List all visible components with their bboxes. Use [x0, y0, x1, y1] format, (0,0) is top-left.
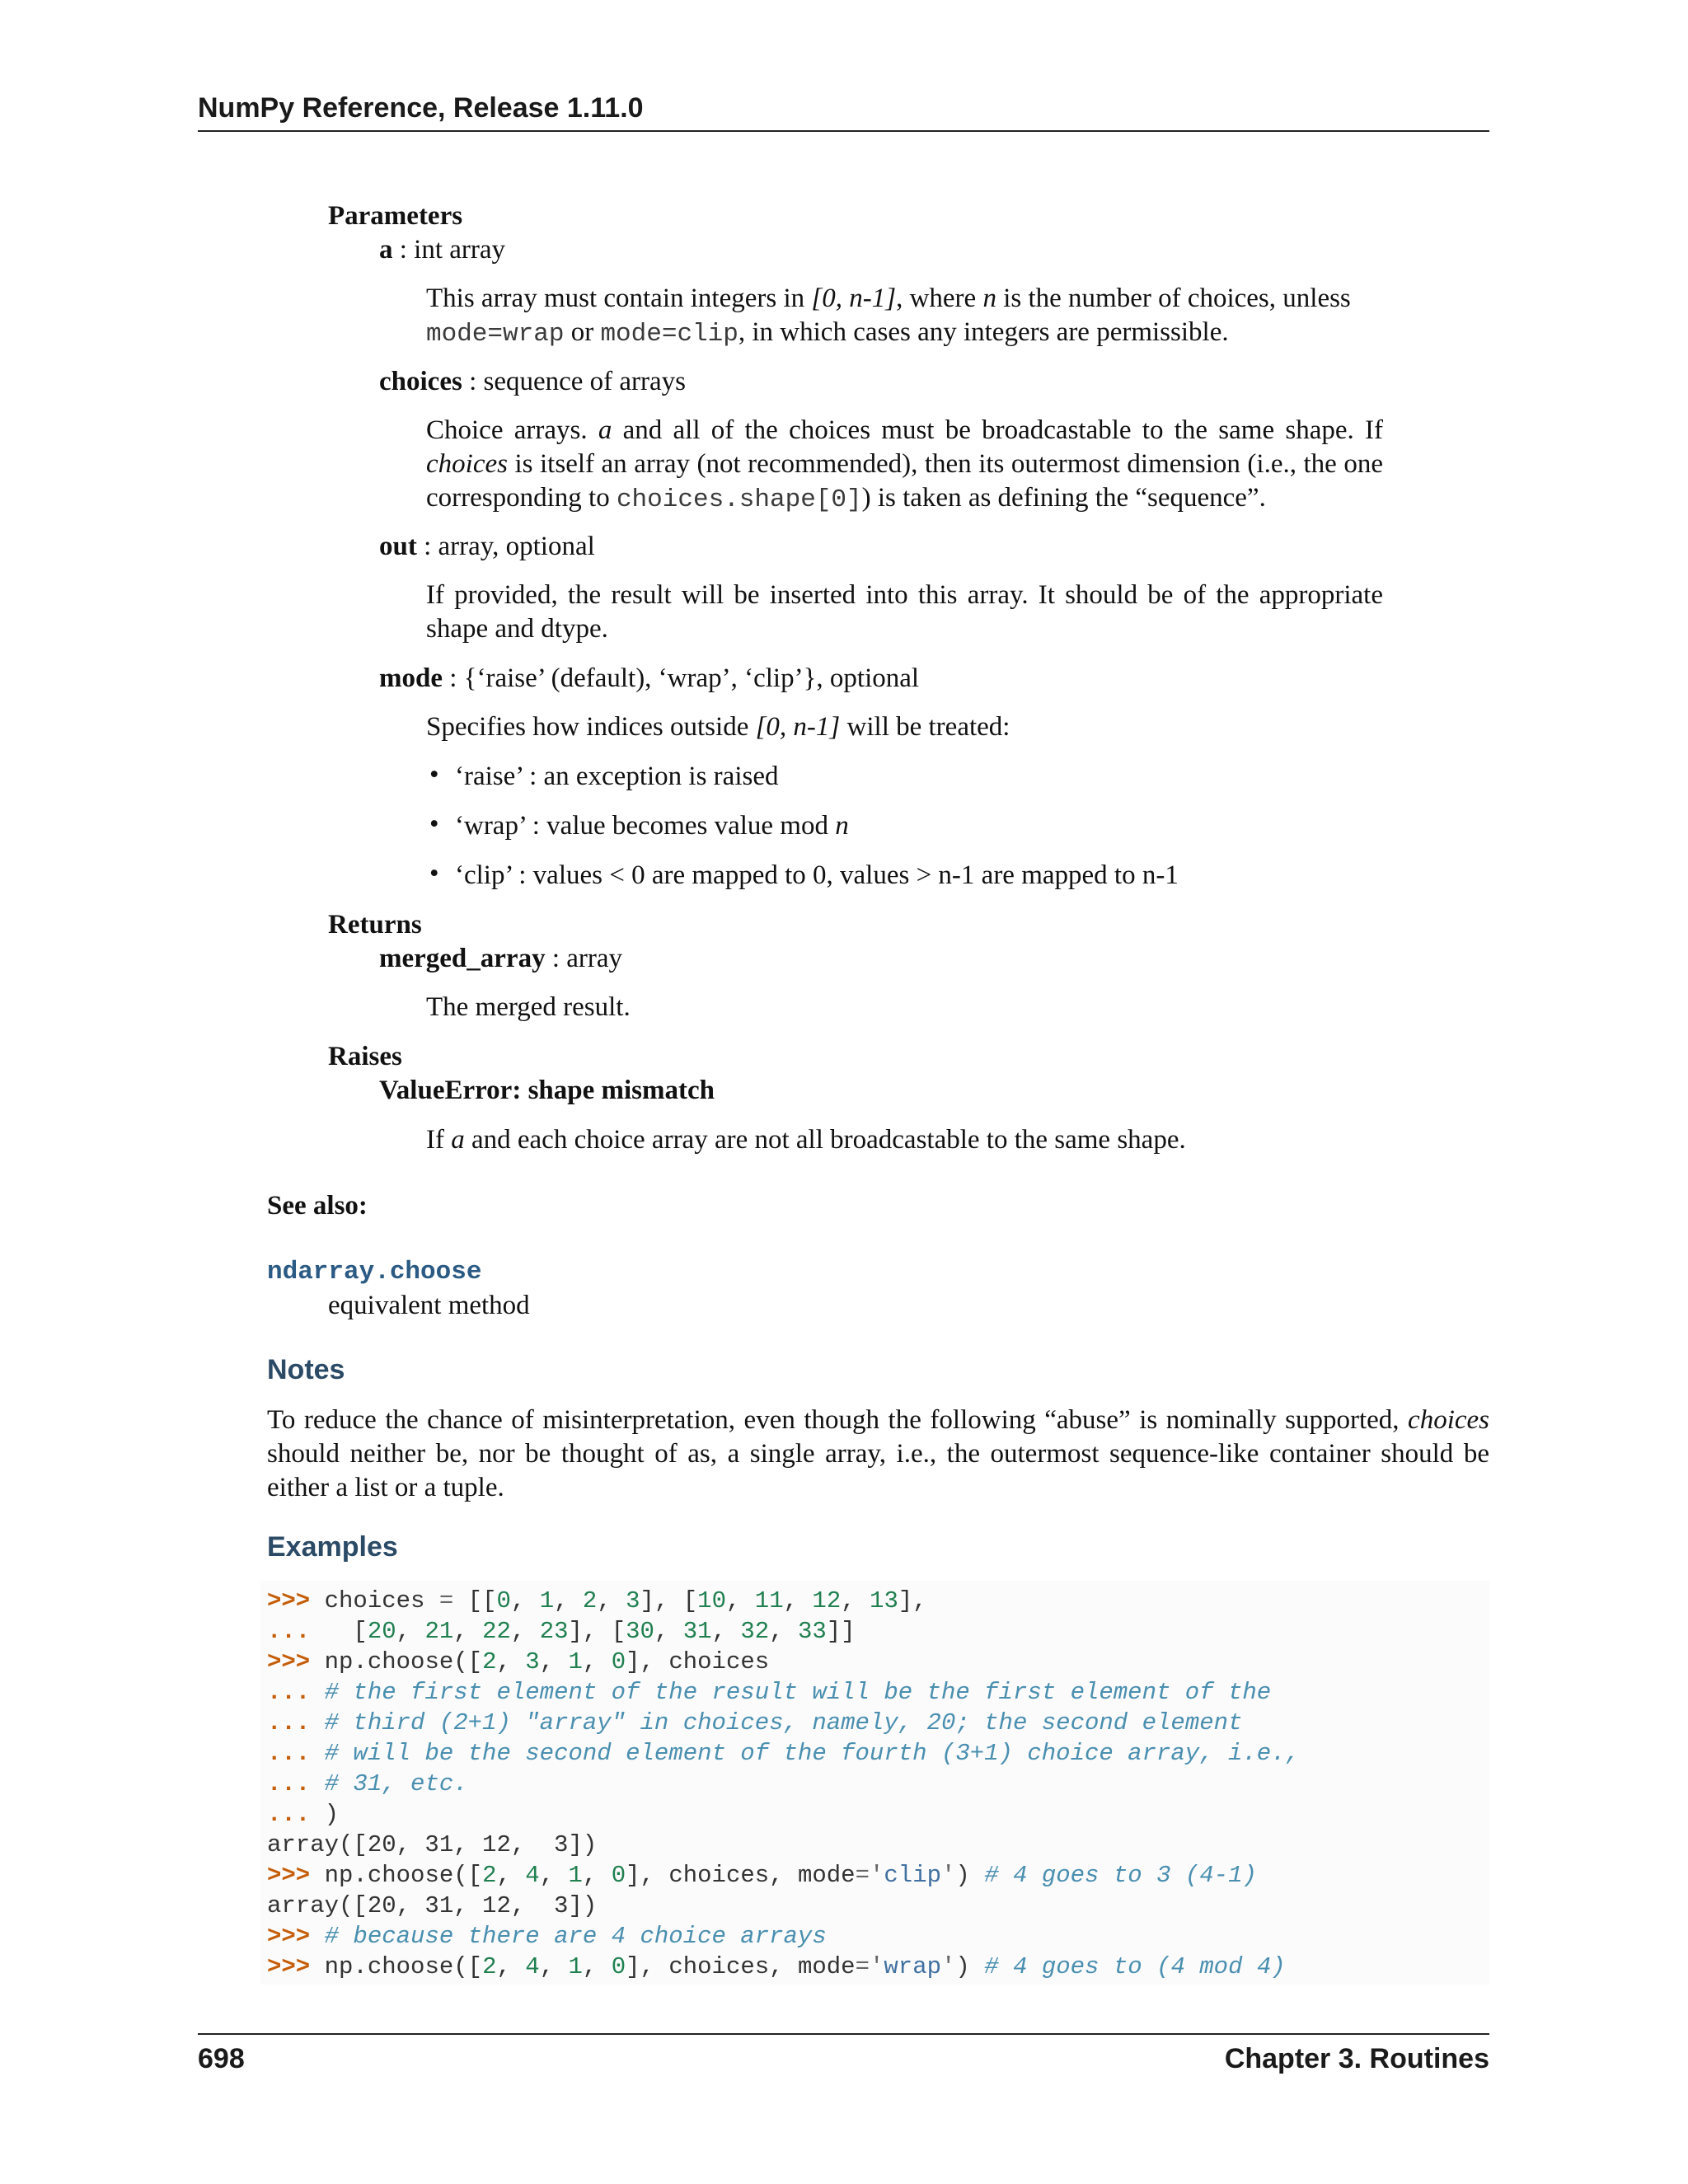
ndarray-choose-link[interactable]: ndarray.choose [267, 1258, 482, 1286]
param-out-type: : array, optional [416, 532, 595, 561]
bullet-dot: • [429, 760, 439, 790]
n-text: n [982, 284, 996, 313]
returns-type: : array [545, 944, 623, 973]
bullet-dot: • [429, 859, 439, 888]
header-title: NumPy Reference, Release 1.11.0 [198, 92, 644, 124]
inline-code: mode=clip [600, 320, 738, 349]
chapter-title: Chapter 3. Routines [1224, 2043, 1489, 2074]
param-out-signature [379, 530, 595, 564]
inline-code: mode=wrap [426, 320, 565, 349]
text: and all of the choices must be broadcastable to the same shape. If [612, 415, 1383, 445]
parameters-heading: Parameters [328, 201, 463, 231]
notes-paragraph [267, 1404, 1489, 1505]
param-mode-description [426, 710, 1010, 744]
text: is the number of choices, unless [996, 284, 1351, 313]
inline-code: choices.shape[0] [616, 485, 862, 514]
text: or [564, 317, 601, 347]
param-a-name: a [379, 235, 393, 265]
desc-line [426, 448, 1383, 481]
param-mode-type: : {‘raise’ (default), ‘wrap’, ‘clip’}, optional [443, 663, 920, 693]
param-out-name: out [379, 532, 417, 561]
text: , where [896, 284, 983, 313]
choices-text: choices [426, 449, 508, 479]
bullet-dot: • [429, 809, 439, 839]
param-mode-name: mode [379, 663, 443, 693]
range-text: [0, n-1] [755, 712, 841, 742]
raises-heading: Raises [328, 1042, 402, 1071]
param-a-signature [379, 233, 505, 267]
text: Specifies how indices outside [426, 712, 756, 742]
examples-code-block: >>> choices = [[0, 1, 2, 3], [10, 11, 12, 13], ... [20, 21, 22, 23], [30, 31, 32, 33]] >>> np.choose([2, 3, 1, 0], choices ... # the first element of the result will be the first element of the ... # third (2+1) "array" in choices, namely, 20; the second element ... # will be the second element of the fourth (3+1) choice array, i.e., ... # 31, etc. ... ) array([20, 31, 12, 3]) >>> np.choose([2, 4, 1, 0], choices, mode='clip') # 4 goes to 3 (4-1) array([20, 31, 12, 3]) >>> # because there are 4 choice arrays >>> np.choose([2, 4, 1, 0], choices, mode='wrap') # 4 goes to (4 mod 4) [260, 1581, 1489, 1985]
text: and each choice array are not all broadcastable to the same shape. [464, 1125, 1186, 1155]
raises-description [426, 1123, 1186, 1157]
param-out-description [426, 579, 1383, 646]
desc-line: If provided, the result will be inserted into this array. It should be of the appropriate [426, 580, 1383, 610]
text: This array must contain integers in [426, 284, 812, 313]
returns-heading: Returns [328, 910, 422, 940]
see-also-description: equivalent method [328, 1291, 530, 1320]
returns-signature [379, 942, 622, 976]
text: is itself an array (not recommended), then its outermost dimension (i.e., the one [507, 449, 1383, 479]
running-footer [198, 2033, 1489, 2075]
choices-text: choices [1408, 1405, 1489, 1435]
param-choices-type: : sequence of arrays [462, 367, 687, 396]
text: should neither be, nor be thought of as, a single array, i.e., the outermost sequence-like container should be either a list or a tuple. [267, 1439, 1489, 1502]
returns-description: The merged result. [426, 992, 631, 1022]
text: ) is taken as defining the “sequence”. [861, 483, 1266, 513]
returns-name: merged_array [379, 944, 546, 973]
text: will be treated: [840, 712, 1010, 742]
param-choices-name: choices [379, 367, 462, 396]
a-text: a [451, 1125, 465, 1155]
text: , in which cases any integers are permissible. [738, 317, 1229, 347]
desc-line [426, 414, 1383, 448]
bullet-raise: ‘raise’ : an exception is raised [455, 762, 779, 791]
n-text: n [835, 811, 849, 841]
text: corresponding to [426, 483, 617, 513]
text: To reduce the chance of misinterpretation, even though the following “abuse” is nominally supported, [267, 1405, 1409, 1435]
examples-heading: Examples [267, 1531, 398, 1563]
notes-heading: Notes [267, 1354, 345, 1385]
param-mode-signature [379, 662, 919, 696]
running-header [198, 92, 1489, 132]
page-number: 698 [198, 2043, 245, 2074]
desc-line: shape and dtype. [426, 614, 608, 644]
param-choices-signature [379, 365, 686, 399]
bullet-wrap [455, 809, 849, 843]
text: Choice arrays. [426, 415, 598, 445]
desc-line [426, 481, 1383, 517]
range-text: [0, n-1] [811, 284, 897, 313]
param-choices-description [426, 414, 1383, 517]
raises-name: ValueError: shape mismatch [379, 1076, 715, 1105]
bullet-clip: ‘clip’ : values < 0 are mapped to 0, values > n-1 are mapped to n-1 [455, 860, 1179, 890]
text: ‘wrap’ : value becomes value mod [455, 811, 836, 841]
text: If [426, 1125, 452, 1155]
a-text: a [598, 415, 612, 445]
param-a-type: : int array [392, 235, 506, 265]
param-a-description [426, 282, 1383, 351]
see-also-heading: See also: [267, 1191, 368, 1221]
